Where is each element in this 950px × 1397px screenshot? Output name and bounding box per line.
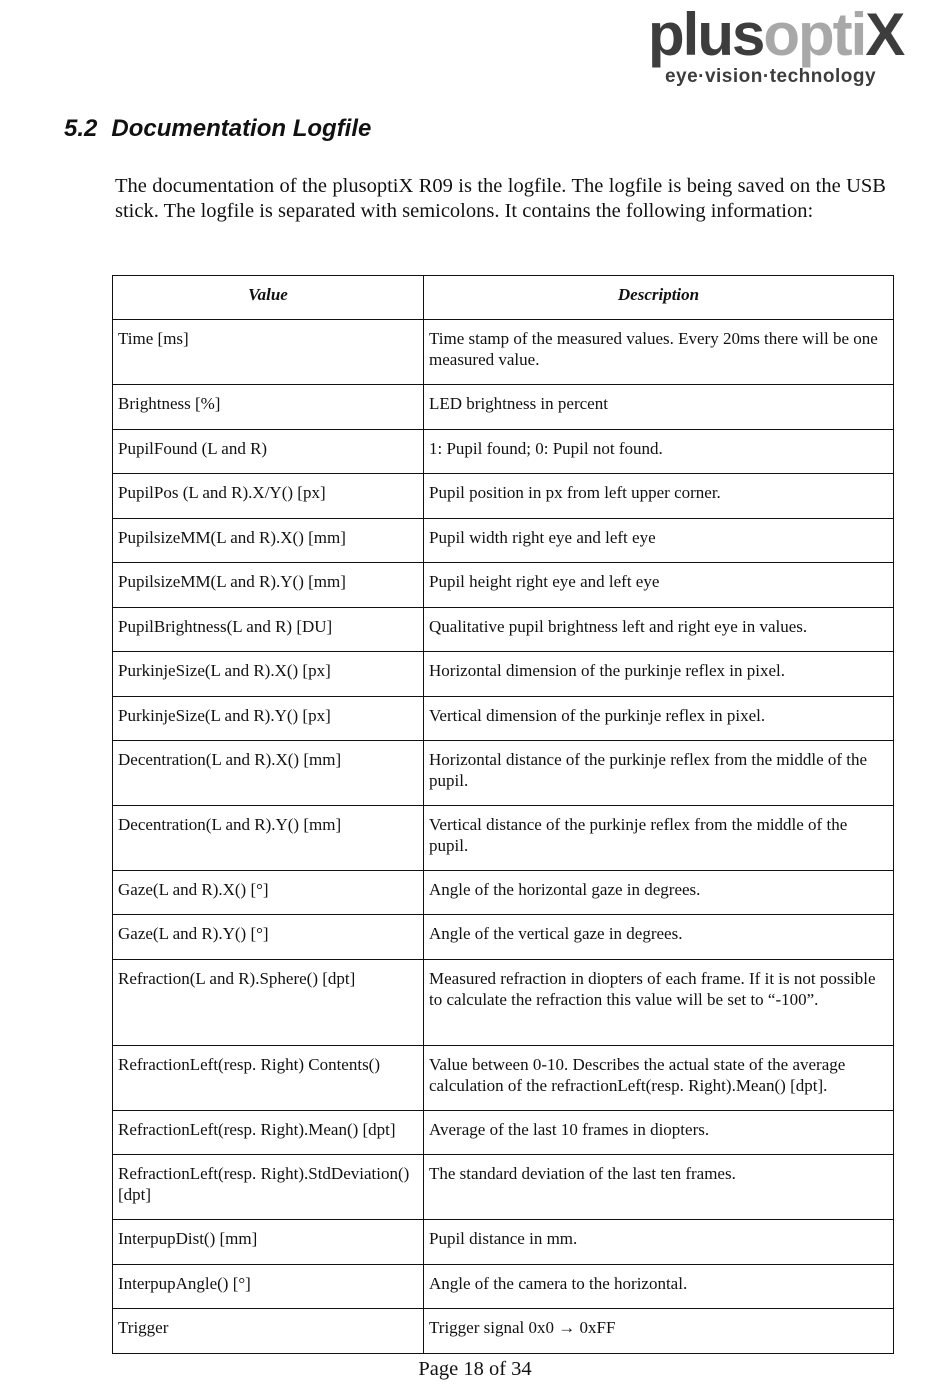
section-number: 5.2 bbox=[64, 115, 98, 142]
table-row bbox=[113, 741, 894, 806]
description-cell: Angle of the vertical gaze in degrees. bbox=[424, 915, 894, 960]
description-cell: Average of the last 10 frames in diopters. bbox=[424, 1111, 894, 1155]
value-cell: PupilsizeMM(L and R).Y() [mm] bbox=[113, 563, 424, 608]
description-cell: Angle of the horizontal gaze in degrees. bbox=[424, 871, 894, 915]
value-cell: PurkinjeSize(L and R).Y() [px] bbox=[113, 697, 424, 741]
description-cell: Pupil height right eye and left eye bbox=[424, 563, 894, 608]
description-cell: Pupil width right eye and left eye bbox=[424, 519, 894, 563]
table-row bbox=[113, 1220, 894, 1265]
table-row bbox=[113, 960, 894, 1046]
description-cell: Vertical dimension of the purkinje reflex in pixel. bbox=[424, 697, 894, 741]
description-cell: Time stamp of the measured values. Every 20ms there will be one measured value. bbox=[424, 320, 894, 385]
description-cell: 1: Pupil found; 0: Pupil not found. bbox=[424, 430, 894, 474]
table-row bbox=[113, 915, 894, 960]
value-cell: Time [ms] bbox=[113, 320, 424, 385]
value-cell: InterpupAngle() [°] bbox=[113, 1265, 424, 1309]
value-cell: RefractionLeft(resp. Right).StdDeviation() [dpt] bbox=[113, 1155, 424, 1220]
description-cell: LED brightness in percent bbox=[424, 385, 894, 430]
description-cell: Vertical distance of the purkinje reflex from the middle of the pupil. bbox=[424, 806, 894, 871]
value-cell: Gaze(L and R).Y() [°] bbox=[113, 915, 424, 960]
description-cell: Qualitative pupil brightness left and right eye in values. bbox=[424, 608, 894, 652]
value-cell: PupilsizeMM(L and R).X() [mm] bbox=[113, 519, 424, 563]
value-cell: PupilFound (L and R) bbox=[113, 430, 424, 474]
logfile-table bbox=[112, 275, 894, 1354]
company-logo bbox=[648, 1, 904, 88]
table-row bbox=[113, 474, 894, 519]
description-cell: Value between 0-10. Describes the actual state of the average calculation of the refractionLeft(resp. Right).Mean() [dpt]. bbox=[424, 1046, 894, 1111]
section-heading bbox=[64, 115, 371, 143]
description-cell: Trigger signal 0x0 → 0xFF bbox=[424, 1309, 894, 1354]
value-cell: InterpupDist() [mm] bbox=[113, 1220, 424, 1265]
value-cell: RefractionLeft(resp. Right) Contents() bbox=[113, 1046, 424, 1111]
table-row bbox=[113, 385, 894, 430]
table-row bbox=[113, 1046, 894, 1111]
table-row bbox=[113, 1265, 894, 1309]
logo-tagline: eye·vision·technology bbox=[664, 66, 877, 87]
description-cell: Horizontal dimension of the purkinje reflex in pixel. bbox=[424, 652, 894, 697]
description-cell: Pupil distance in mm. bbox=[424, 1220, 894, 1265]
table-row bbox=[113, 871, 894, 915]
description-cell: Angle of the camera to the horizontal. bbox=[424, 1265, 894, 1309]
table-row bbox=[113, 608, 894, 652]
column-header-value: Value bbox=[113, 276, 424, 320]
value-cell: Refraction(L and R).Sphere() [dpt] bbox=[113, 960, 424, 1046]
value-cell: PupilBrightness(L and R) [DU] bbox=[113, 608, 424, 652]
value-cell: Gaze(L and R).X() [°] bbox=[113, 871, 424, 915]
table-body bbox=[113, 320, 894, 1354]
table-row bbox=[113, 1155, 894, 1220]
logo-wordmark: plusoptiX bbox=[648, 1, 904, 68]
table-header-row bbox=[113, 276, 894, 320]
value-cell: Decentration(L and R).Y() [mm] bbox=[113, 806, 424, 871]
table-row bbox=[113, 1111, 894, 1155]
description-cell: Pupil position in px from left upper corner. bbox=[424, 474, 894, 519]
table-row bbox=[113, 430, 894, 474]
table-row bbox=[113, 519, 894, 563]
table-row bbox=[113, 806, 894, 871]
table-row bbox=[113, 320, 894, 385]
table-row bbox=[113, 697, 894, 741]
table-row bbox=[113, 1309, 894, 1354]
description-cell: Horizontal distance of the purkinje reflex from the middle of the pupil. bbox=[424, 741, 894, 806]
intro-paragraph: The documentation of the plusoptiX R09 is the logfile. The logfile is being saved on the USB stick. The logfile is separated with semicolons. It contains the following information: bbox=[115, 175, 886, 222]
description-cell: Measured refraction in diopters of each frame. If it is not possible to calculate the refraction this value will be set to “-100”. bbox=[424, 960, 894, 1046]
page-footer: Page 18 of 34 bbox=[418, 1358, 532, 1380]
section-title: Documentation Logfile bbox=[111, 115, 372, 142]
table-row bbox=[113, 563, 894, 608]
column-header-description: Description bbox=[424, 276, 894, 320]
value-cell: RefractionLeft(resp. Right).Mean() [dpt] bbox=[113, 1111, 424, 1155]
value-cell: Brightness [%] bbox=[113, 385, 424, 430]
description-cell: The standard deviation of the last ten frames. bbox=[424, 1155, 894, 1220]
table-row bbox=[113, 652, 894, 697]
value-cell: PupilPos (L and R).X/Y() [px] bbox=[113, 474, 424, 519]
value-cell: Decentration(L and R).X() [mm] bbox=[113, 741, 424, 806]
value-cell: PurkinjeSize(L and R).X() [px] bbox=[113, 652, 424, 697]
value-cell: Trigger bbox=[113, 1309, 424, 1354]
